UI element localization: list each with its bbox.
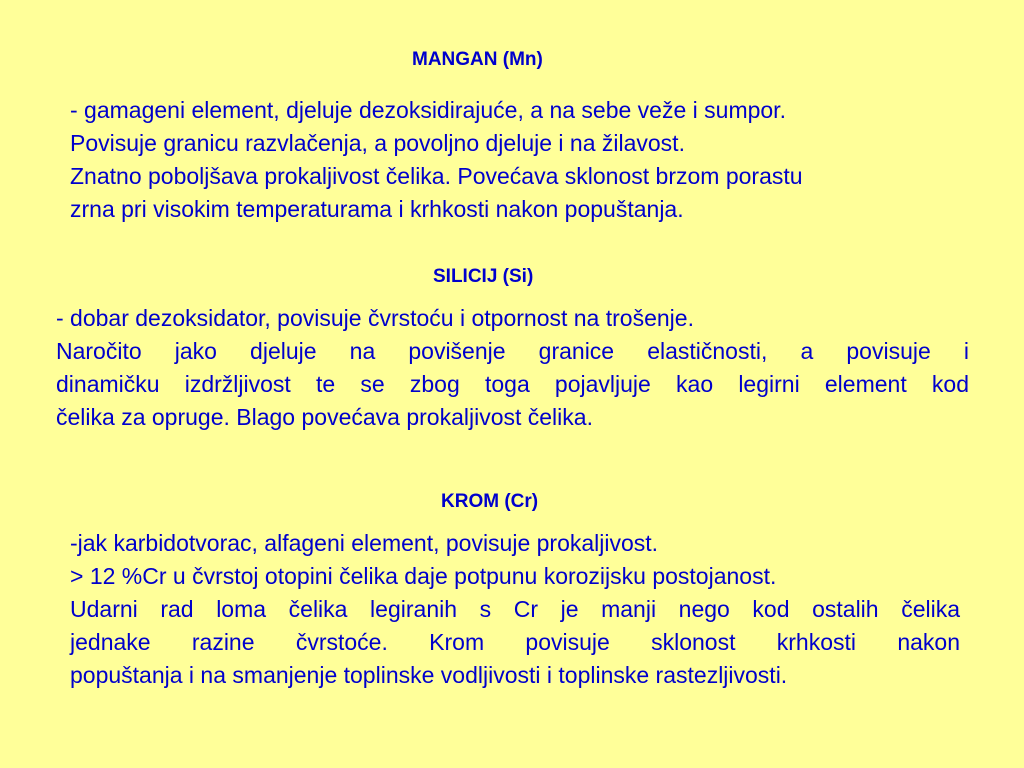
- text-line: zrna pri visokim temperaturama i krhkosti nakon popuštanja.: [70, 196, 684, 222]
- text-line: Naročito jako djeluje na povišenje granice elastičnosti, a povisuje i: [56, 338, 969, 364]
- text-line: -jak karbidotvorac, alfageni element, povisuje prokaljivost.: [70, 530, 659, 556]
- text-line: čelika za opruge. Blago povećava prokaljivost čelika.: [56, 404, 593, 430]
- section-title-mangan: MANGAN (Mn): [412, 49, 543, 70]
- text-line: Povisuje granicu razvlačenja, a povoljno djeluje i na žilavost.: [70, 130, 685, 156]
- text-line: - dobar dezoksidator, povisuje čvrstoću i otpornost na trošenje.: [56, 305, 694, 331]
- section-text-mangan: [70, 94, 990, 226]
- text-line: dinamičku izdržljivost te se zbog toga pojavljuje kao legirni element kod: [56, 371, 969, 397]
- section-title-krom: KROM (Cr): [441, 491, 539, 512]
- text-line: jednake razine čvrstoće. Krom povisuje sklonost krhkosti nakon: [70, 629, 960, 655]
- text-line: > 12 %Cr u čvrstoj otopini čelika daje potpunu korozijsku postojanost.: [70, 563, 777, 589]
- section-title-silicij: SILICIJ (Si): [433, 266, 534, 287]
- section-text-krom: [70, 527, 960, 692]
- section-text-silicij: [56, 302, 969, 434]
- text-line: Znatno poboljšava prokaljivost čelika. Povećava sklonost brzom porastu: [70, 163, 803, 189]
- text-line: - gamageni element, djeluje dezoksidirajuće, a na sebe veže i sumpor.: [70, 97, 786, 123]
- text-line: popuštanja i na smanjenje toplinske vodljivosti i toplinske rastezljivosti.: [70, 662, 788, 688]
- text-line: Udarni rad loma čelika legiranih s Cr je manji nego kod ostalih čelika: [70, 596, 960, 622]
